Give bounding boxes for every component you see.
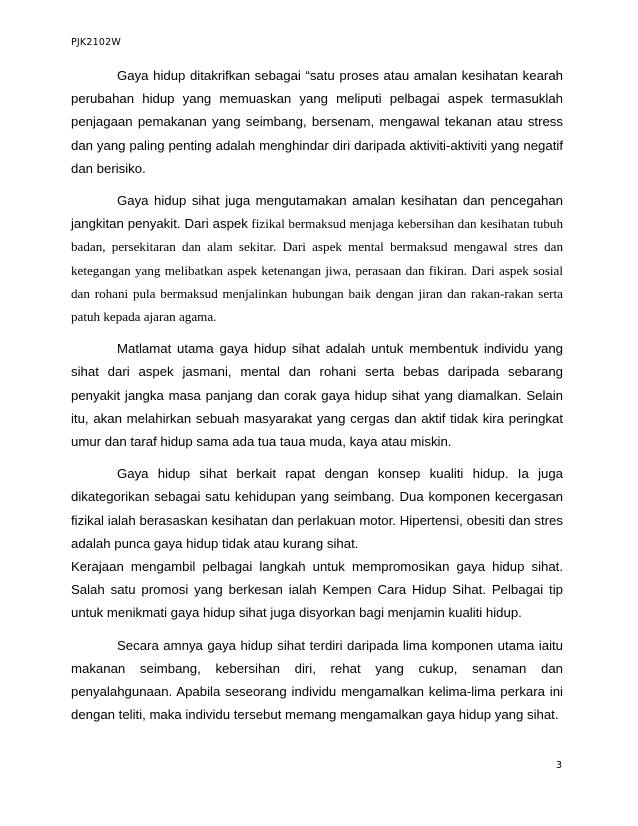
paragraph-components: Secara amnya gaya hidup sihat terdiri daripada lima komponen utama iaitu makanan seimbang, kebersihan diri, rehat yang cukup, senaman dan penyalahgunaan. Apabila seseorang individu mengamalkan kelima-lima perkara ini dengan teliti, maka individu tersebut memang mengamalkan gaya hidup yang sihat.	[71, 637, 563, 723]
document-body	[71, 64, 563, 726]
paragraph-health-aspects	[71, 189, 563, 328]
document-code: PJK2102W	[71, 37, 121, 48]
paragraph-goal: Matlamat utama gaya hidup sihat adalah untuk membentuk individu yang sihat dari aspek jasmani, mental dan rohani serta bebas daripada sebarang penyakit jangka masa panjang dan corak gaya hidup sihat yang diamalkan. Selain itu, akan melahirkan sebuah masyarakat yang cergas dan aktif tidak kira peringkat umur dan taraf hidup sama ada tua taua muda, kaya atau miskin.	[71, 341, 563, 450]
page-number: 3	[555, 760, 562, 771]
paragraph-health-aspects-lead: Gaya hidup sihat juga mengutamakan amalan kesihatan dan pencegahan jangkitan penyakit. Dari aspek	[71, 193, 563, 232]
paragraph-health-aspects-detail: fizikal bermaksud menjaga kebersihan dan kesihatan tubuh badan, persekitaran dan alam sekitar. Dari aspek mental bermaksud mengawal stres dan ketegangan yang melibatkan aspek ketenangan jiwa, perasaan dan fikiran. Dari aspek sosial dan rohani pula bermaksud menjalinkan hubungan baik dengan jiran dan rakan-rakan serta patuh kepada ajaran agama.	[71, 216, 563, 325]
paragraph-definition: Gaya hidup ditakrifkan sebagai “satu proses atau amalan kesihatan kearah perubahan hidup yang memuaskan yang meliputi pelbagai aspek termasuklah penjagaan pemakanan yang seimbang, bersenam, mengawal tekanan atau stress dan yang paling penting adalah menghindar diri daripada aktiviti-aktiviti yang negatif dan berisiko.	[71, 68, 563, 176]
paragraph-government: Kerajaan mengambil pelbagai langkah untuk mempromosikan gaya hidup sihat. Salah satu promosi yang berkesan ialah Kempen Cara Hidup Sihat. Pelbagai tip untuk menikmati gaya hidup sihat juga disyorkan bagi menjamin kualiti hidup.	[71, 559, 563, 621]
paragraph-quality-of-life: Gaya hidup sihat berkait rapat dengan konsep kualiti hidup. Ia juga dikategorikan sebagai satu kehidupan yang seimbang. Dua komponen kecergasan fizikal ialah berasaskan kesihatan dan perlakuan motor. Hipertensi, obesiti dan stres adalah punca gaya hidup tidak atau kurang sihat.	[71, 466, 563, 551]
